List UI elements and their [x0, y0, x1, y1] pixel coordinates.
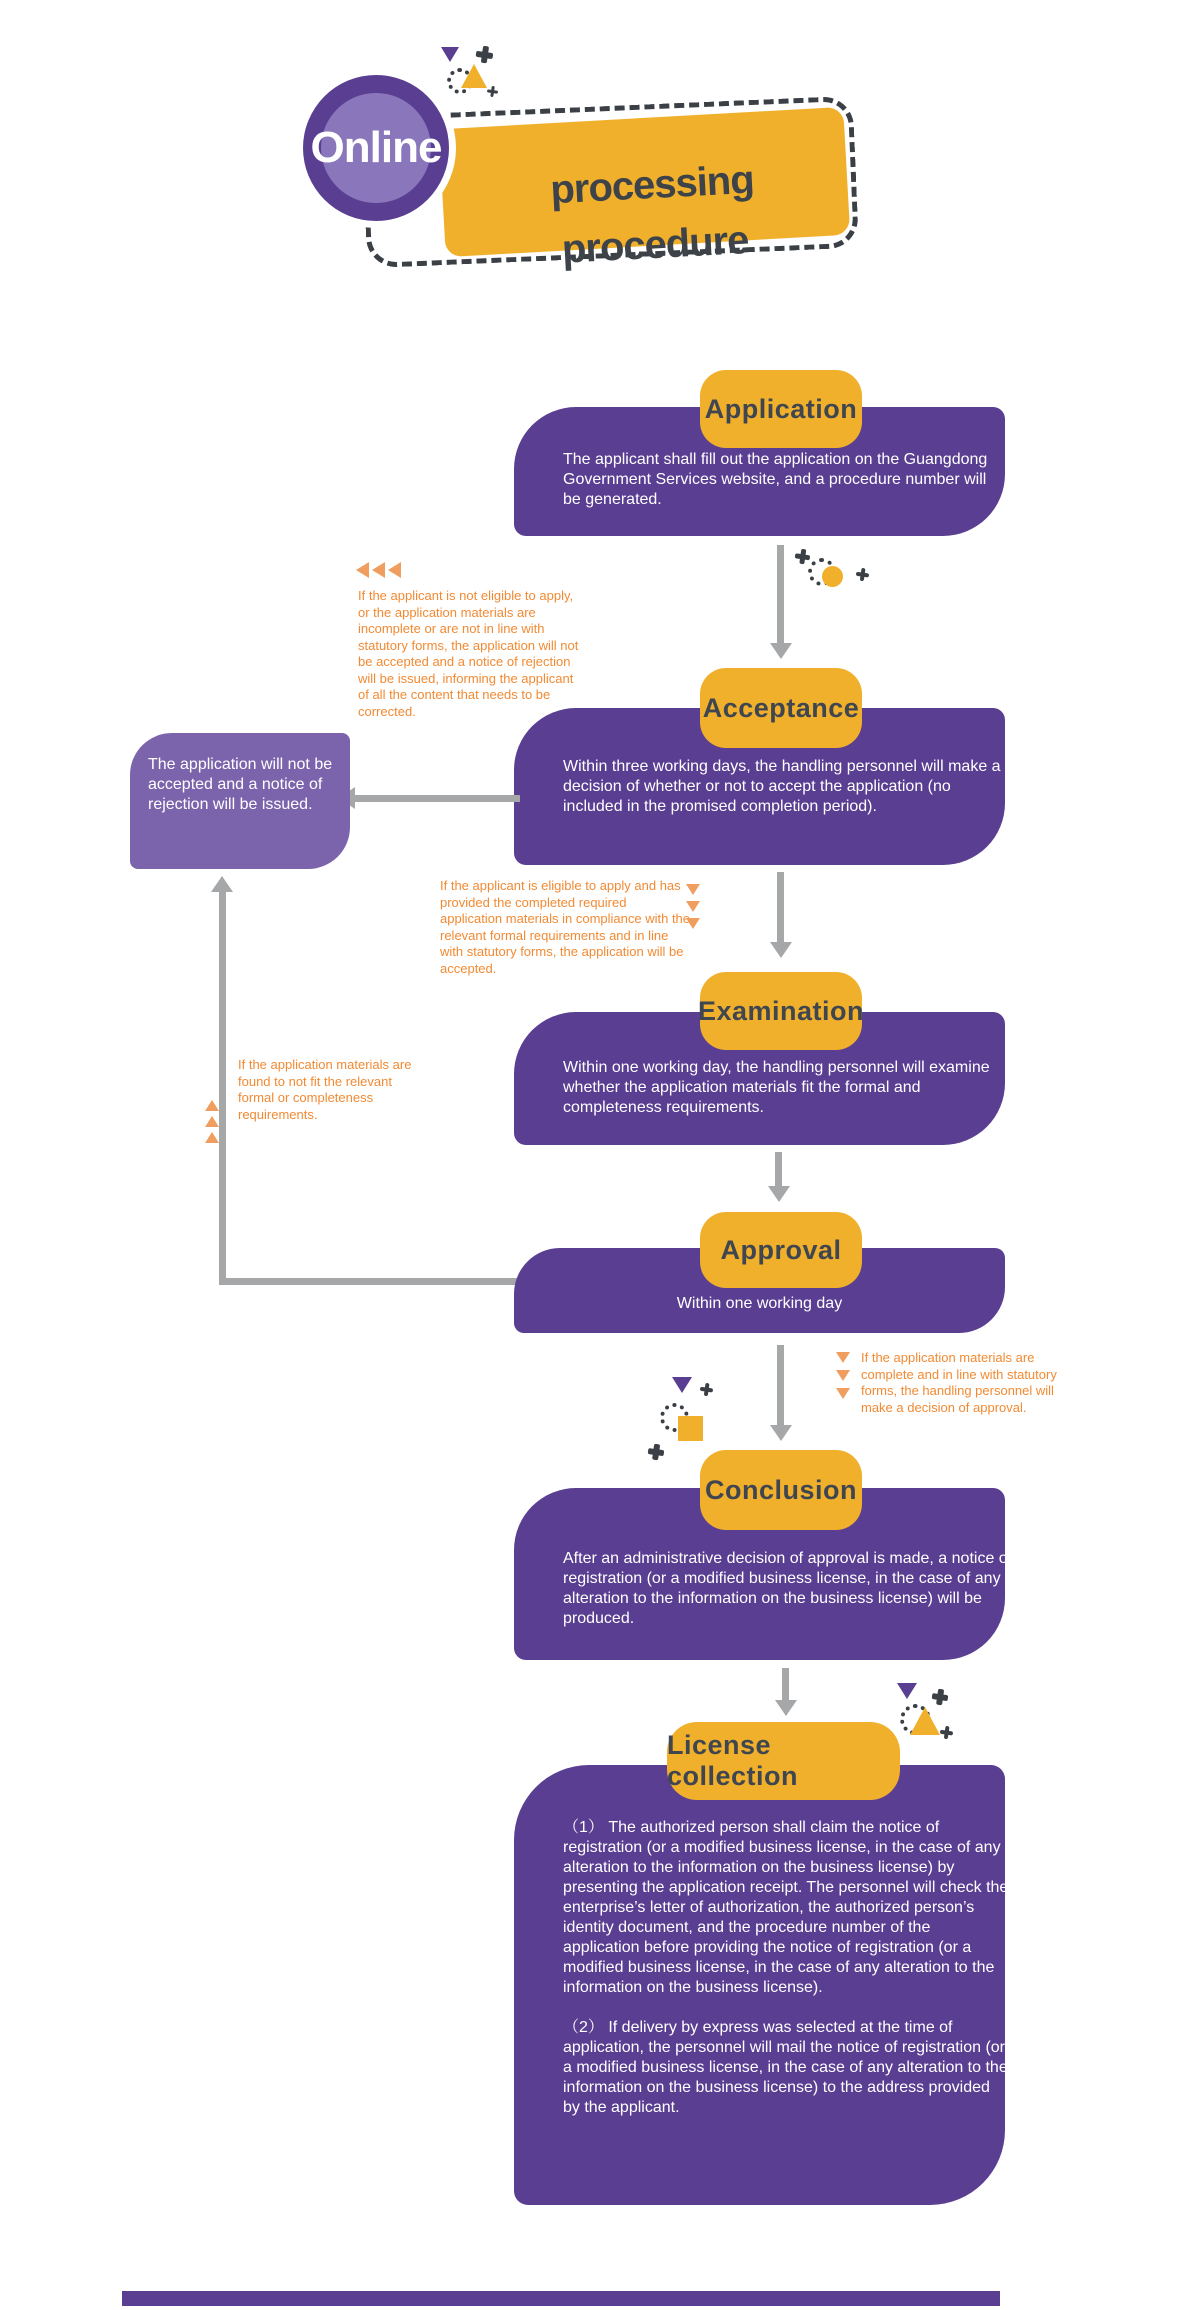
- arrow-head-down-icon: [775, 1700, 797, 1716]
- arrow-conclusion-to-license: [782, 1668, 789, 1702]
- footer-bar: [122, 2291, 1000, 2306]
- arrow-head-down-icon: [770, 942, 792, 958]
- flow-pill-license-collection: [667, 1722, 900, 1800]
- marker-down-triangle-icon: [686, 884, 700, 895]
- flow-body-examination: Within one working day, the handling personnel will examine whether the application materials fit the formal and completeness requirements.: [563, 1059, 990, 1116]
- arrow-head-down-icon: [770, 1425, 792, 1441]
- decor-plus-icon: [939, 1725, 954, 1740]
- logo-title: Online: [310, 123, 442, 172]
- marker-up-triangle-icon: [205, 1132, 219, 1143]
- marker-down-triangle-icon: [836, 1370, 850, 1381]
- decor-yellow-square-icon: [678, 1416, 703, 1441]
- marker-left-triangle-icon: [388, 562, 401, 578]
- flow-pill-application: [700, 370, 862, 448]
- marker-left-triangle-icon: [356, 562, 369, 578]
- marker-down-triangle-icon: [836, 1352, 850, 1363]
- decor-purple-triangle-icon: [441, 47, 459, 62]
- flow-title-approval: Approval: [720, 1234, 842, 1265]
- decor-purple-triangle-icon: [897, 1683, 917, 1699]
- marker-down-triangle-icon: [686, 918, 700, 929]
- annotation-not-fit: If the application materials are found to not fit the relevant formal or completeness requirements.: [238, 1057, 412, 1122]
- decor-plus-icon: [699, 1382, 714, 1397]
- decor-yellow-triangle-icon: [910, 1707, 940, 1735]
- decor-plus-icon: [931, 1688, 949, 1706]
- flow-title-examination: Examination: [697, 995, 865, 1026]
- feedback-arrow-horizontal: [219, 1278, 523, 1285]
- flow-body-approval: Within one working day: [676, 1295, 843, 1312]
- marker-down-triangle-icon: [836, 1388, 850, 1399]
- flow-body-acceptance: Within three working days, the handling personnel will make a decision of whether or not to accept the application (no included in the promised completion period).: [563, 758, 1001, 815]
- flow-title-acceptance: Acceptance: [702, 692, 860, 723]
- license-paragraph-1: （1） The authorized person shall claim the notice of registration (or a modified business license, in the case of any alteration to the information on the business license) by presenting the application receipt. The personnel will check the enterprise’s letter of authorization, the authorized person’s identity document, and the procedure number of the application before providing the notice of registration (or a modified business license, in the case of any alteration to the information on the business license).: [563, 1819, 1009, 1996]
- flow-title-conclusion: Conclusion: [705, 1474, 857, 1505]
- arrow-acceptance-to-examination: [777, 872, 784, 944]
- arrow-acceptance-to-rejection: [354, 795, 520, 802]
- decor-purple-triangle-icon: [672, 1377, 692, 1393]
- logo-circle: [303, 75, 449, 221]
- marker-up-triangle-icon: [205, 1116, 219, 1127]
- decor-plus-icon: [486, 85, 498, 97]
- flow-pill-examination: [697, 972, 865, 1050]
- decor-plus-icon: [855, 567, 870, 582]
- marker-down-triangle-icon: [686, 901, 700, 912]
- flow-title-application: Application: [704, 393, 858, 424]
- flow-pill-acceptance: [700, 668, 862, 748]
- flow-body-license-collection: [563, 1818, 1011, 2118]
- rejection-box-body: The application will not be accepted and a notice of rejection will be issued.: [148, 756, 333, 813]
- license-paragraph-2: （2） If delivery by express was selected at the time of application, the personnel will mail the notice of registration (or a modified business license, in the case of any alteration to the information on the business license) to the address provided by the applicant.: [563, 2019, 1008, 2116]
- decor-yellow-triangle-icon: [461, 64, 487, 88]
- arrow-examination-to-approval: [775, 1152, 782, 1188]
- flow-body-application: The applicant shall fill out the application on the Guangdong Government Services website, and a procedure number will be generated.: [563, 451, 988, 508]
- annotation-eligible: If the applicant is eligible to apply and has provided the completed required application materials in compliance with the relevant formal requirements and in line with statutory forms, the application will be accepted.: [440, 878, 691, 976]
- flow-title-license-collection: License collection: [667, 1730, 799, 1791]
- marker-up-triangle-icon: [205, 1100, 219, 1111]
- feedback-arrow-vertical: [219, 892, 226, 1285]
- arrow-application-to-acceptance: [777, 545, 784, 645]
- arrow-head-down-icon: [770, 643, 792, 659]
- flow-pill-approval: [700, 1212, 862, 1288]
- banner-title: processing procedure: [549, 157, 755, 272]
- arrow-head-up-icon: [211, 876, 233, 892]
- arrow-head-down-icon: [768, 1186, 790, 1202]
- arrow-approval-to-conclusion: [777, 1345, 784, 1427]
- decor-plus-icon: [794, 548, 811, 565]
- flow-pill-conclusion: [700, 1450, 862, 1530]
- annotation-complete: If the application materials are complete and in line with statutory forms, the handling personnel will make a decision of approval.: [861, 1350, 1057, 1415]
- decor-plus-icon: [475, 45, 494, 64]
- marker-left-triangle-icon: [372, 562, 385, 578]
- decor-yellow-dot-icon: [822, 566, 843, 587]
- annotation-not-eligible: If the applicant is not eligible to apply, or the application materials are incomplete or are not in line with statutory forms, the application will not be accepted and a notice of rejection will be issued, informing the applicant of all the content that needs to be corrected.: [358, 588, 579, 719]
- flow-body-conclusion: After an administrative decision of approval is made, a notice of registration (or a modified business license, in the case of any alteration to the information on the business license) will be produced.: [563, 1550, 1013, 1627]
- decor-plus-icon: [647, 1443, 665, 1461]
